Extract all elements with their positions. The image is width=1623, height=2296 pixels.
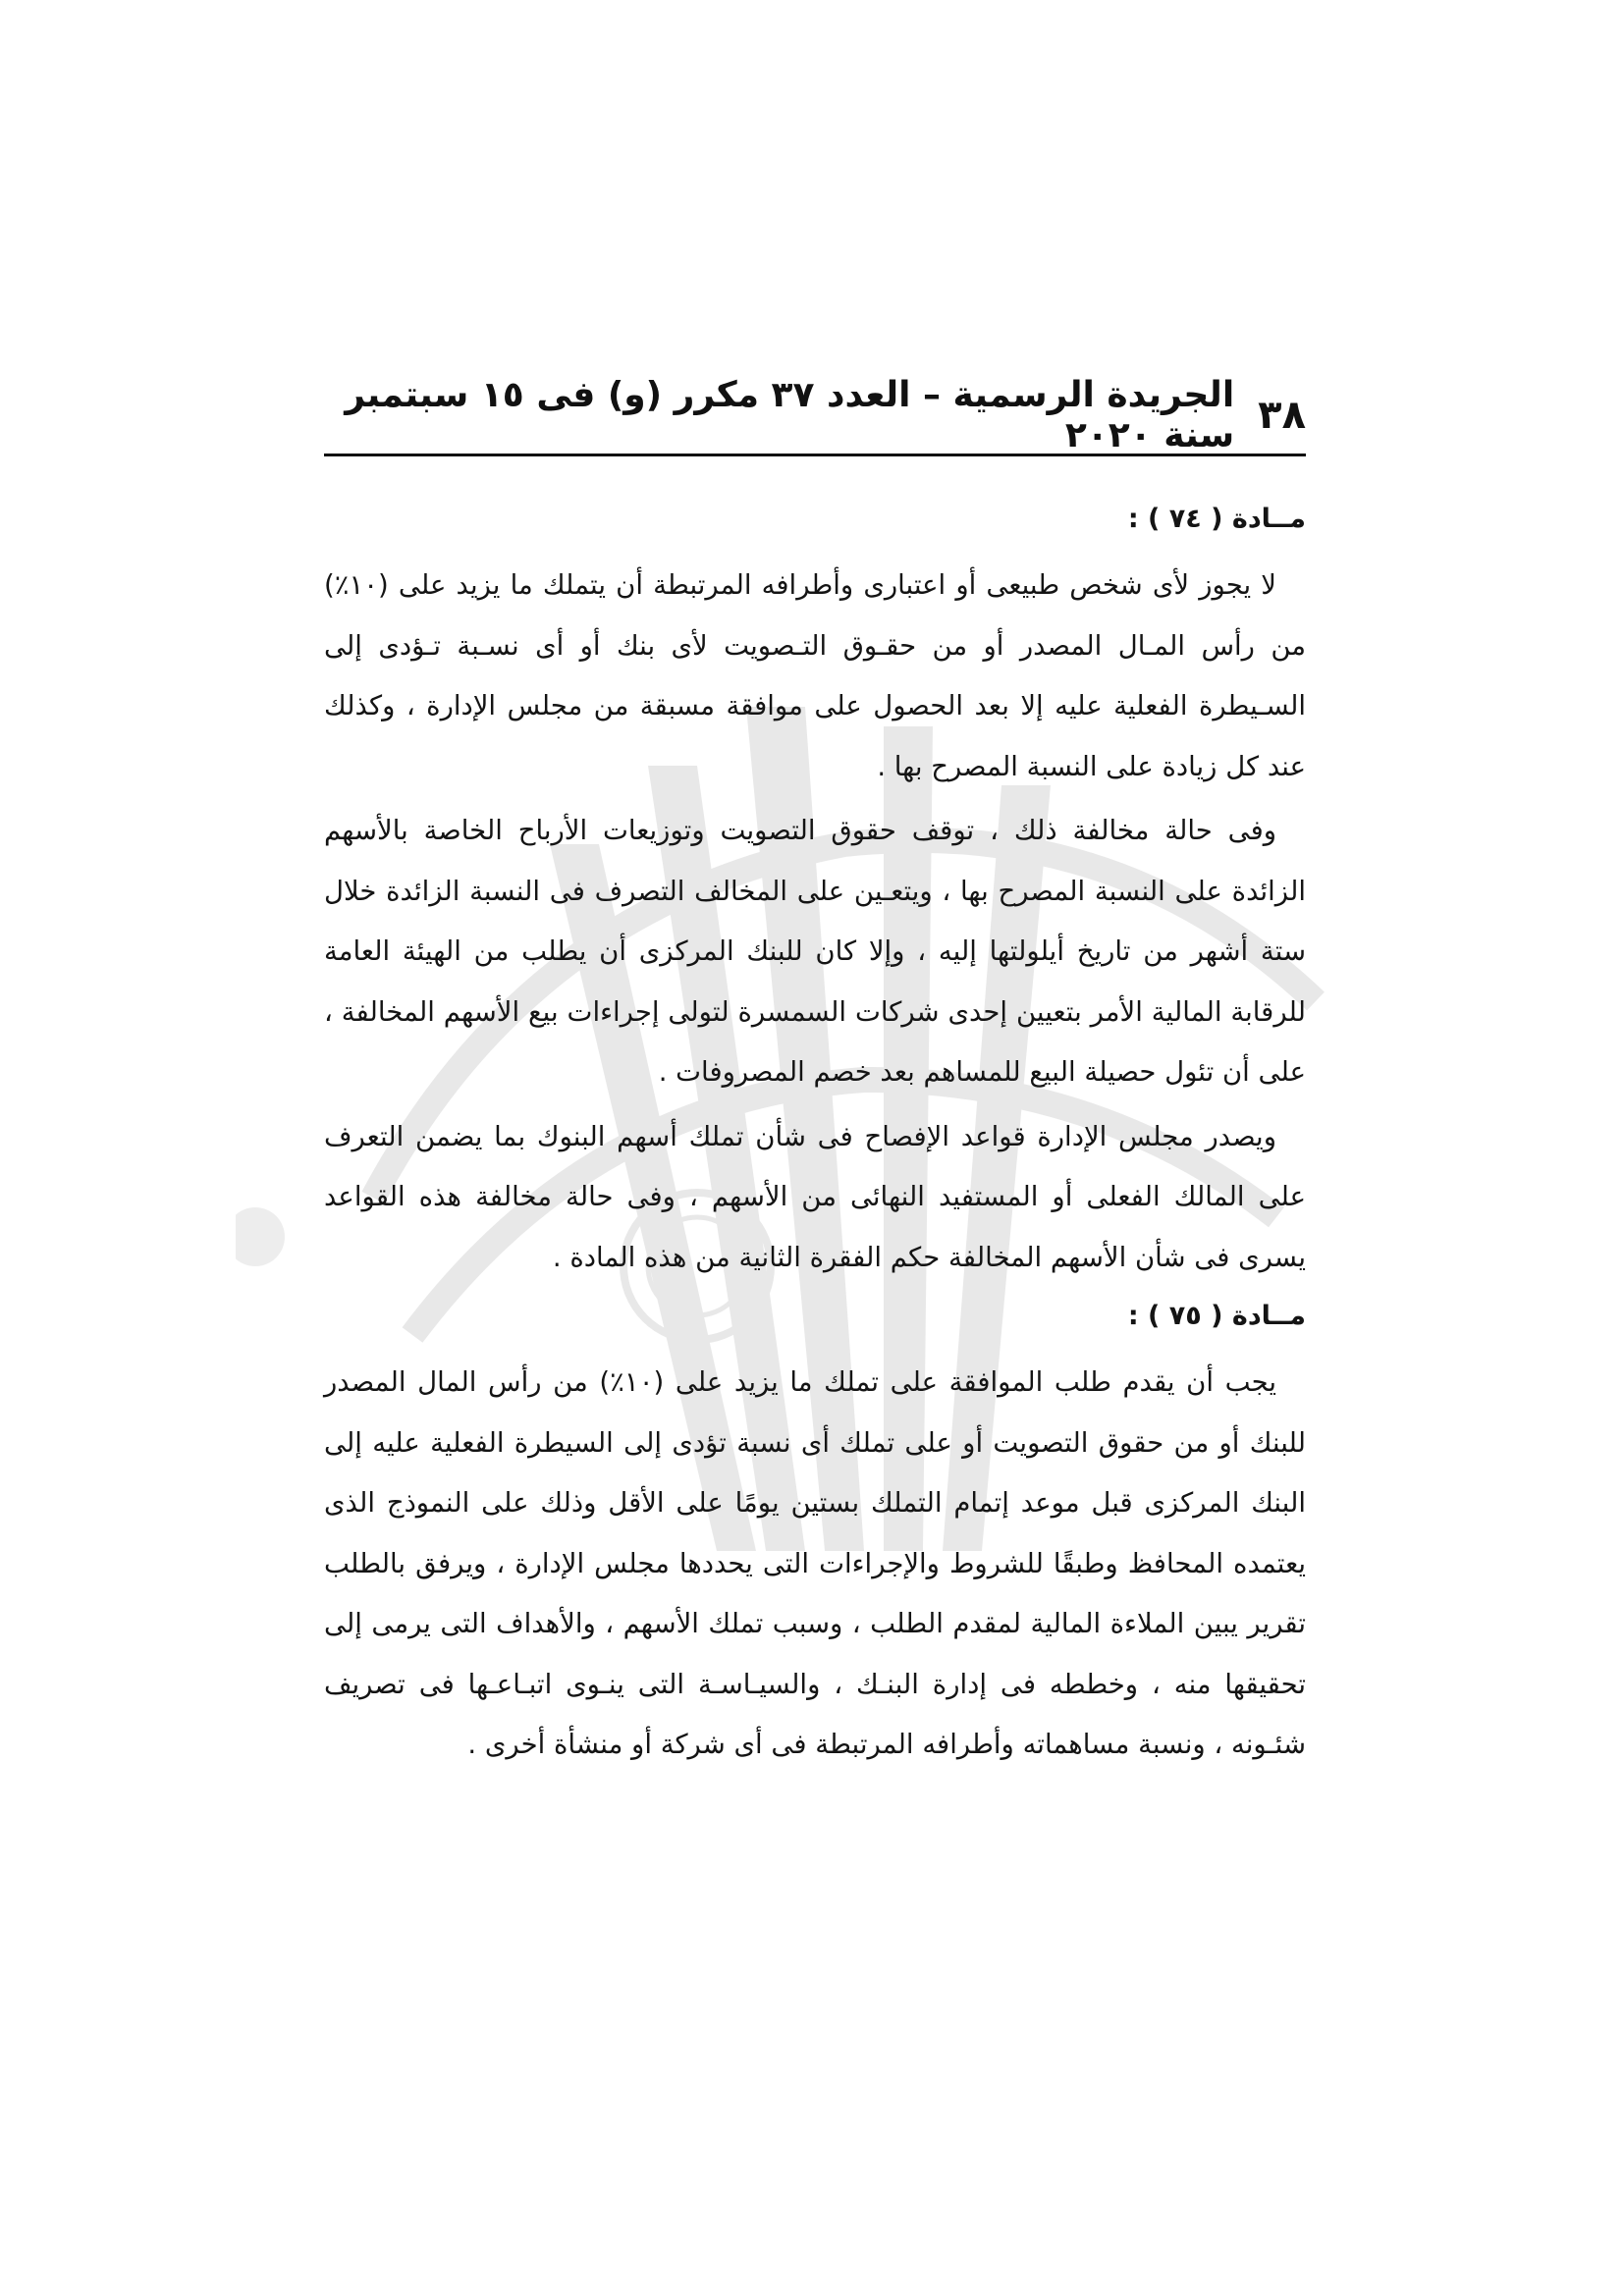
article-75-paragraph-1: يجب أن يقدم طلب الموافقة على تملك ما يزيد على (١٠٪) من رأس المال المصدر للبنك أو من حقوق التصويت أو على تملك أى نسبة تؤدى إلى السيطرة الفعلية عليه إلى البنك المركزى قبل موعد إتمام التملك بستين يومًا على الأقل وذلك على النموذج الذى يعتمده المحافظ وطبقًا للشروط والإجراءات التى يحددها مجلس الإدارة ، ويرفق بالطلب تقرير يبين الملاءة المالية لمقدم الطلب ، وسبب تملك الأسهم ، والأهداف التى يرمى إلى تحقيقها منه ، وخططه فى إدارة البنـك ، والسيـاسـة التى ينـوى اتبـاعـها فى تصريف شئـونه ، ونسبة مساهماته وأطرافه المرتبطة فى أى شركة أو منشأة أخرى . [324,1366,1306,1760]
article-75-title: مــادة ( ٧٥ ) : [1127,1301,1306,1331]
gazette-title: الجريدة الرسمية – العدد ٣٧ مكرر (و) فى ١٥ سبتمبر سنة ٢٠٢٠ [345,375,1235,455]
article-74-title: مــادة ( ٧٤ ) : [1127,504,1306,534]
article-74-paragraph-2: وفى حالة مخالفة ذلك ، توقف حقوق التصويت وتوزيعات الأرباح الخاصة بالأسهم الزائدة على النسبة المصرح بها ، ويتعـين على المخالف التصرف فى النسبة الزائدة خلال ستة أشهر من تاريخ أيلولتها إليه ، وإلا كان للبنك المركزى أن يطلب من الهيئة العامة للرقابة المالية الأمر بتعيين إحدى شركات السمسرة لتولى إجراءات بيع الأسهم المخالفة ، على أن تئول حصيلة البيع للمساهم بعد خصم المصروفات . [324,815,1306,1088]
article-74-paragraph-1: لا يجوز لأى شخص طبيعى أو اعتبارى وأطرافه المرتبطة أن يتملك ما يزيد على (١٠٪) من رأس المـال المصدر أو من حقـوق التـصويت لأى بنك أو أى نسـبة تـؤدى إلى السـيطرة الفعلية عليه إلا بعد الحصول على موافقة مسبقة من مجلس الإدارة ، وكذلك عند كل زيادة على النسبة المصرح بها . [324,569,1306,782]
document-body [324,491,1306,1776]
page-header [324,375,1306,455]
article-74-paragraph-3: ويصدر مجلس الإدارة قواعد الإفصاح فى شأن تملك أسهم البنوك بما يضمن التعرف على المالك الفعلى أو المستفيد النهائى من الأسهم ، وفى حالة مخالفة هذه القواعد يسرى فى شأن الأسهم المخالفة حكم الفقرة الثانية من هذه المادة . [324,1120,1306,1273]
header-divider [324,454,1306,456]
page-number: ٣٨ [1258,393,1306,438]
article-75 [324,1288,1306,1776]
article-74 [324,491,1306,1288]
